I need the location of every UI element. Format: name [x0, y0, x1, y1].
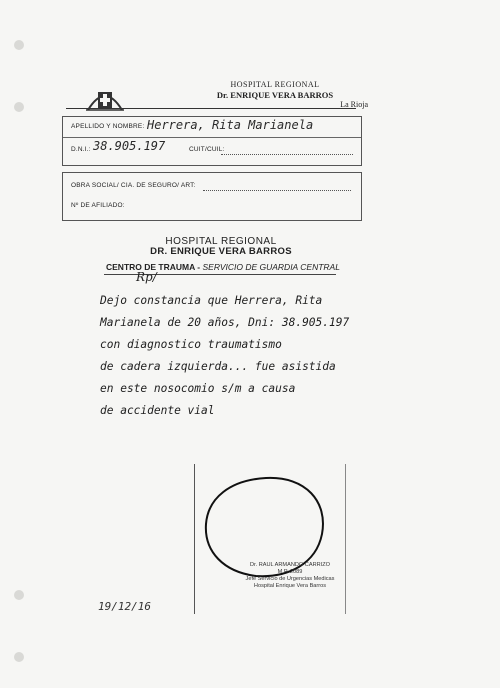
handwritten-date: 19/12/16: [98, 600, 151, 613]
letterhead-city: La Rioja: [340, 100, 368, 109]
letterhead: [150, 80, 400, 109]
insurance-dotted-line: [203, 190, 351, 191]
note-line: de accidente vial: [100, 404, 215, 417]
insurance-label: OBRA SOCIAL/ CIA. DE SEGURO/ ART:: [71, 182, 196, 189]
punch-hole: [14, 102, 24, 112]
letterhead-hospital-label: HOSPITAL REGIONAL: [230, 80, 320, 89]
patient-id-box: [62, 116, 362, 166]
punch-hole: [14, 652, 24, 662]
note-line: Dejo constancia que Herrera, Rita: [100, 294, 323, 307]
punch-hole: [14, 590, 24, 600]
stamp-license: M.P. 2089: [277, 569, 303, 575]
handwritten-note: [100, 290, 380, 422]
punch-hole: [14, 40, 24, 50]
cuit-dotted-line: [221, 154, 353, 155]
letterhead-hospital-name: Dr. ENRIQUE VERA BARROS: [216, 90, 334, 100]
note-line: Marianela de 20 años, Dni: 38.905.197: [100, 316, 350, 329]
stamp-hospital: Hospital Enrique Vera Barros: [253, 583, 327, 589]
prescription-header: [96, 236, 346, 272]
stamp-role: Jefe Servicio de Urgencias Medicas: [245, 576, 335, 582]
box-border: [63, 172, 361, 173]
letterhead-rule: [66, 108, 356, 109]
note-line: en este nosocomio s/m a causa: [100, 382, 296, 395]
surname-label: APELLIDO Y NOMBRE:: [71, 123, 145, 130]
box-divider: [63, 137, 361, 138]
stamp-doctor-name: Dr. RAUL ARMANDO CARRIZO: [250, 562, 330, 568]
rx-service: SERVICIO DE GUARDIA CENTRAL: [202, 262, 340, 272]
dni-value: 38.905.197: [93, 139, 166, 153]
affiliate-label: Nº DE AFILIADO:: [71, 202, 125, 209]
rx-center: CENTRO DE TRAUMA -: [106, 262, 201, 272]
note-line: de cadera izquierda... fue asistida: [100, 360, 336, 373]
rx-department: [96, 262, 346, 272]
rx-hospital-name: DR. ENRIQUE VERA BARROS: [150, 246, 292, 257]
surname-value: Herrera, Rita Marianela: [147, 118, 314, 132]
rx-hospital-label: HOSPITAL REGIONAL: [165, 236, 277, 247]
rp-mark: Rp/: [136, 270, 157, 284]
cuit-label: CUIT/CUIL:: [189, 146, 225, 153]
doctor-stamp: [230, 562, 350, 590]
dni-label: D.N.I.:: [71, 146, 91, 153]
insurance-box: [62, 172, 362, 221]
note-line: con diagnostico traumatismo: [100, 338, 282, 351]
